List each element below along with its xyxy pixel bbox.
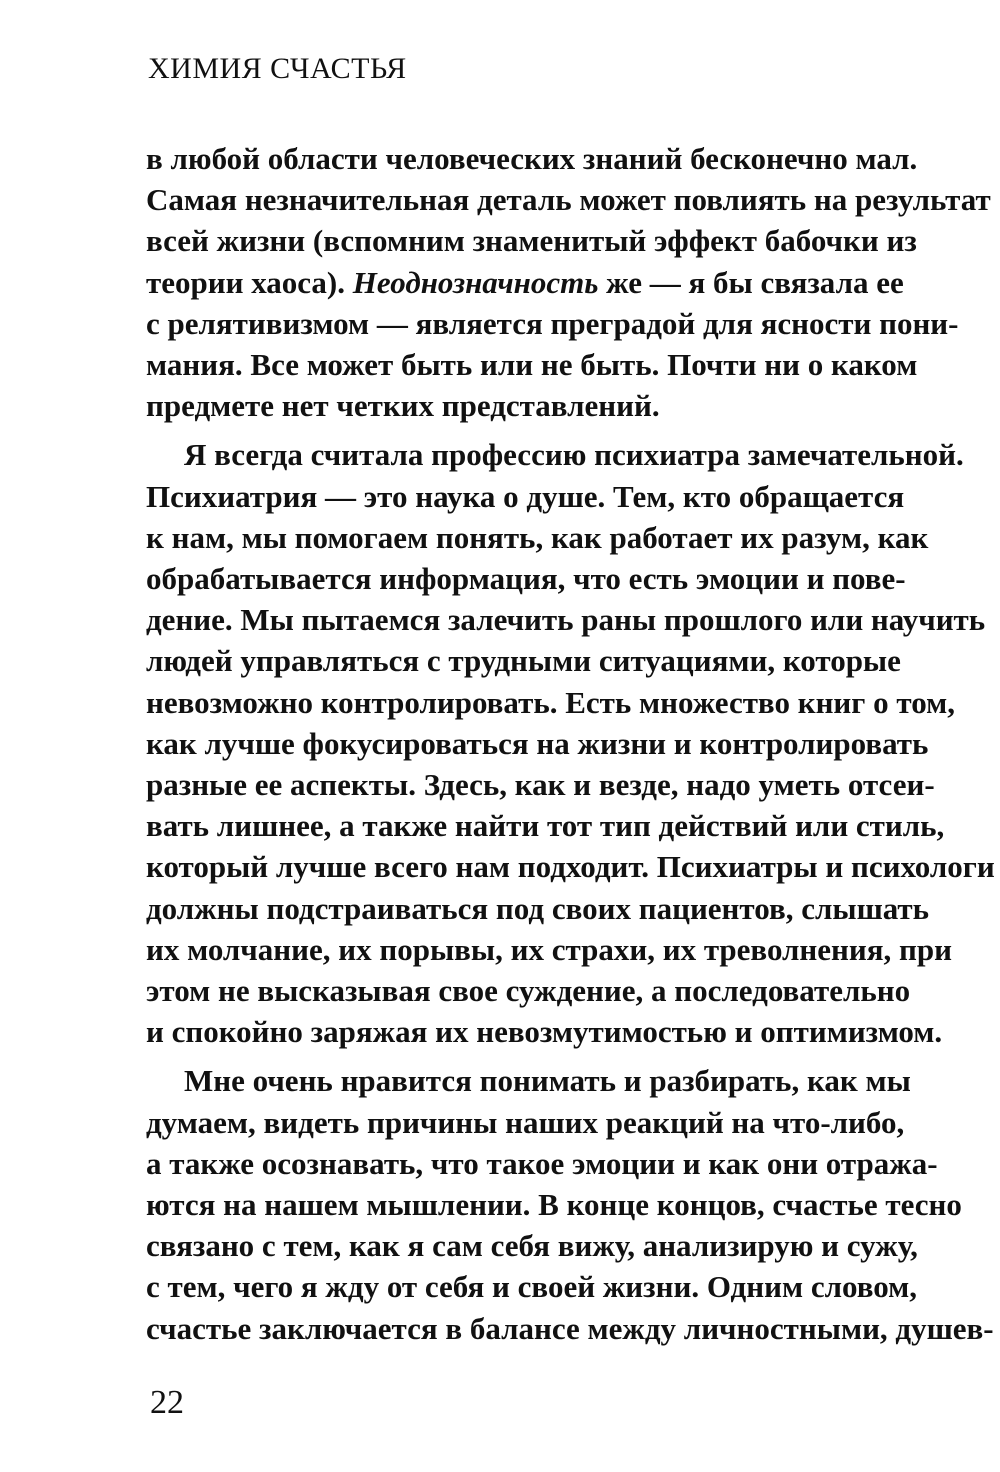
text-line: а также осознавать, что такое эмоции и как они отража- xyxy=(146,1145,938,1181)
paragraph-gap xyxy=(146,426,858,434)
text-line: в любой области человеческих знаний бесконечно мал. xyxy=(146,141,918,176)
text-line: Мне очень нравится понимать и разбирать, как мы xyxy=(184,1063,911,1099)
text-line: невозможно контролировать. Есть множество книг о том, xyxy=(146,684,955,720)
text-line: этом не высказывая свое суждение, а последовательно xyxy=(146,973,911,1009)
text-line: который лучше всего нам подходит. Психиатры и психологи xyxy=(146,849,995,885)
text-line: связано с тем, как я сам себя вижу, анализирую и сужу, xyxy=(146,1228,918,1264)
text-line: Я всегда считала профессию психиатра замечательной. xyxy=(184,437,964,473)
text-line: разные ее аспекты. Здесь, как и везде, надо уметь отсеи- xyxy=(146,767,935,803)
running-head: ХИМИЯ СЧАСТЬЯ xyxy=(148,52,407,85)
text-line: дение. Мы пытаемся залечить раны прошлого или научить xyxy=(146,602,986,638)
paragraph-gap xyxy=(146,1052,858,1060)
body-text xyxy=(146,138,995,1349)
text-line: с релятивизмом — является преградой для ясности пони- xyxy=(146,305,959,341)
text-line: ются на нашем мышлении. В конце концов, счастье тесно xyxy=(146,1187,962,1223)
text-line: должны подстраиваться под своих пациентов, слышать xyxy=(146,890,930,926)
text-line: всей жизни (вспомним знаменитый эффект бабочки из xyxy=(146,223,917,259)
text-line: предмете нет четких представлений. xyxy=(146,388,660,424)
text-line: к нам, мы помогаем понять, как работает их разум, как xyxy=(146,519,929,555)
text-line: их молчание, их порывы, их страхи, их треволнения, при xyxy=(146,931,953,967)
text-line: Психиатрия — это наука о душе. Тем, кто обращается xyxy=(146,478,905,514)
text-line: как лучше фокусироваться на жизни и контролировать xyxy=(146,725,929,761)
text-line: Самая незначительная деталь может повлиять на результат xyxy=(146,182,991,218)
text-fragment: же — я бы связала ее xyxy=(598,264,904,300)
text-line: вать лишнее, а также найти тот тип действий или стиль, xyxy=(146,808,945,844)
text-line-with-italic xyxy=(146,262,904,303)
text-line: думаем, видеть причины наших реакций на что-либо, xyxy=(146,1104,905,1140)
text-line: мания. Все может быть или не быть. Почти ни о каком xyxy=(146,347,918,383)
text-line: счастье заключается в балансе между личностными, душев- xyxy=(146,1310,994,1346)
page-number: 22 xyxy=(150,1384,184,1421)
text-line: людей управляться с трудными ситуациями, которые xyxy=(146,643,901,679)
text-line: с тем, чего я жду от себя и своей жизни. Одним словом, xyxy=(146,1269,918,1305)
italic-term: Неоднозначность xyxy=(352,264,599,300)
text-line: обрабатывается информация, что есть эмоции и пове- xyxy=(146,561,906,597)
text-fragment: теории хаоса). xyxy=(146,264,353,300)
text-line: и спокойно заряжая их невозмутимостью и оптимизмом. xyxy=(146,1014,943,1050)
